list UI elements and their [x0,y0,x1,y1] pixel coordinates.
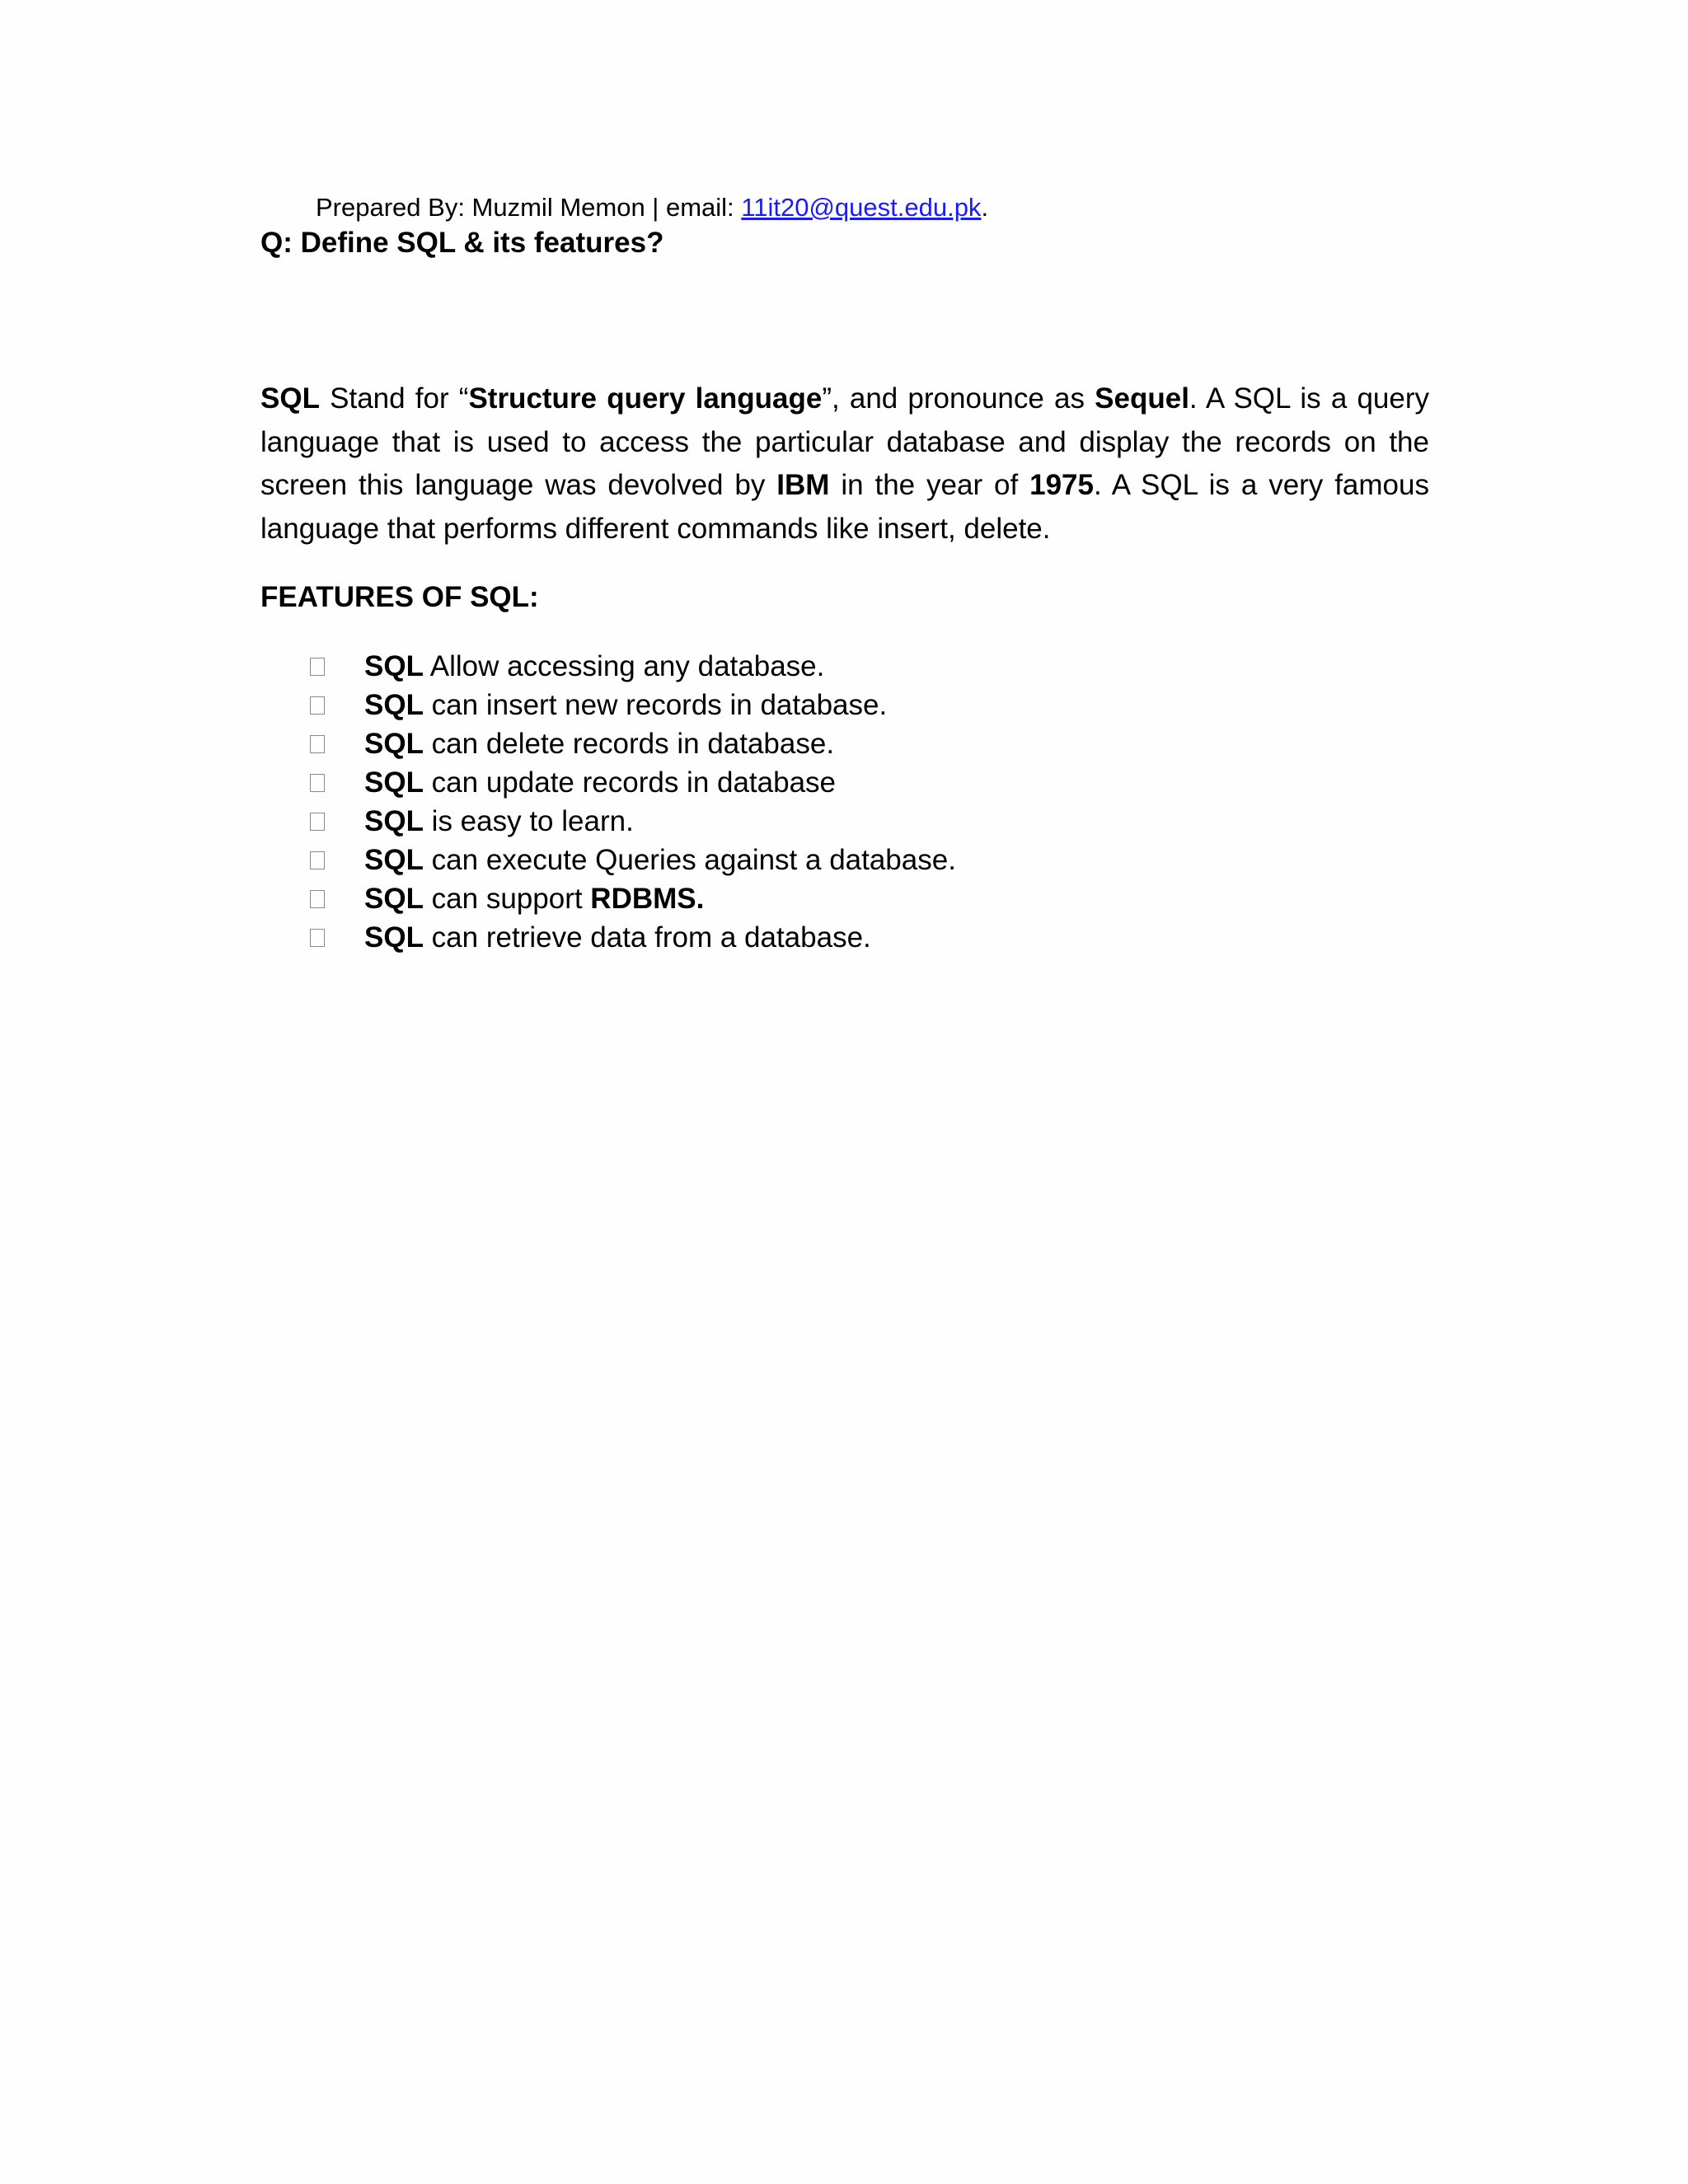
intro-text-1: Stand for “ [319,382,469,415]
list-item [310,686,956,724]
features-list [310,647,956,957]
feature-text: can execute Queries against a database. [423,843,956,876]
box-bullet-icon [310,851,325,869]
feature-text: can support [423,882,591,915]
feature-bold: SQL [364,921,424,954]
intro-sequel-bold: Sequel [1095,382,1189,415]
feature-bold-end: RDBMS. [590,882,705,915]
trailing-period: . [981,193,989,222]
box-bullet-icon [310,735,325,753]
features-heading: FEATURES OF SQL: [260,581,539,613]
feature-text: can delete records in database. [423,727,835,760]
feature-bold: SQL [364,766,424,799]
list-item [310,841,956,879]
feature-text: is easy to learn. [423,804,634,837]
intro-text-5: . A SQL is a very famous language that performs different commands like insert, delete. [260,469,1429,545]
feature-bold: SQL [364,843,424,876]
box-bullet-icon [310,658,325,676]
email-link[interactable]: 11it20@quest.edu.pk [741,193,982,222]
feature-bold: SQL [364,727,424,760]
intro-text-4: in the year of [829,469,1030,501]
prepared-by-line [316,190,988,226]
list-item [310,647,956,686]
box-bullet-icon [310,813,325,831]
box-bullet-icon [310,890,325,908]
intro-year-bold: 1975 [1029,469,1094,501]
feature-text: can update records in database [423,766,837,799]
list-item [310,802,956,841]
question-heading: Q: Define SQL & its features? [260,227,664,259]
feature-bold: SQL [364,649,424,682]
list-item [310,763,956,802]
list-item [310,879,956,918]
intro-structure-bold: Structure query language [468,382,823,415]
box-bullet-icon [310,774,325,792]
prepared-by-text: Prepared By: Muzmil Memon | email: [316,193,742,222]
list-item [310,724,956,763]
intro-text-2: ”, and pronounce as [822,382,1095,415]
intro-text-3: . A SQL is a query language that is used to access the particular database and display the records on the screen this language was devolved by [260,382,1430,501]
box-bullet-icon [310,929,325,947]
feature-text: Allow accessing any database. [423,649,825,682]
feature-text: can insert new records in database. [423,688,888,721]
list-item [310,918,956,957]
feature-bold: SQL [364,688,424,721]
feature-text: can retrieve data from a database. [423,921,871,954]
box-bullet-icon [310,696,325,715]
feature-bold: SQL [364,804,424,837]
intro-ibm-bold: IBM [776,469,830,501]
intro-sql-bold: SQL [260,382,320,415]
feature-bold: SQL [364,882,424,915]
intro-paragraph [260,377,1429,551]
